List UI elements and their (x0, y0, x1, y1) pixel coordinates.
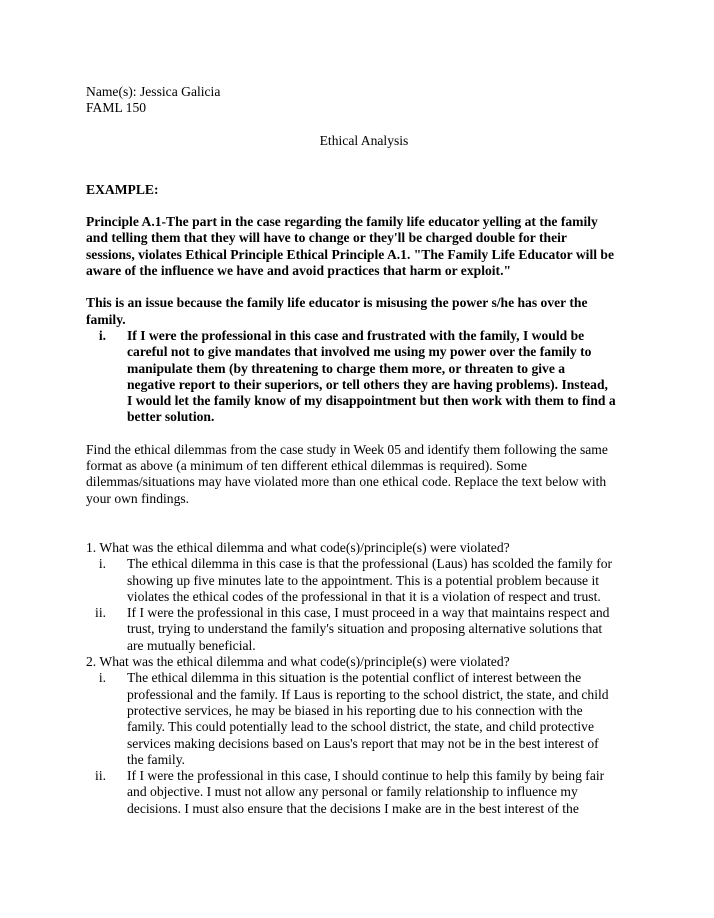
example-item-line: careful not to give mandates that involved me using my power over the family to (127, 344, 592, 360)
example-item-line: If I were the professional in this case and frustrated with the family, I would be (127, 327, 585, 343)
instructions-line: your own findings. (86, 490, 190, 506)
example-issue (86, 295, 642, 328)
instructions-paragraph (86, 442, 642, 507)
question-number: 2. (86, 654, 97, 670)
answer-item (86, 670, 642, 768)
issue-line: family. (86, 311, 126, 327)
principle-line: aware of the influence we have and avoid practices that harm or exploit." (86, 263, 512, 279)
answer-line: professional and the family. If Laus is reporting to the school district, the state, and child (127, 686, 609, 702)
answer-line: the family. (127, 751, 186, 767)
answer-line: protective services, he may be biased in his reporting due to his connection with the (127, 702, 583, 718)
answer-line: services making decisions based on Laus's report that may not be in the best interest of (127, 735, 599, 751)
principle-line: sessions, violates Ethical Principle Ethical Principle A.1. "The Family Life Educator will be (86, 246, 615, 262)
list-marker: i. (98, 670, 106, 686)
list-marker: i. (98, 556, 106, 572)
answer-line: violates the ethical codes of the professional in that it is a violation of respect and trust. (127, 588, 601, 604)
list-marker: ii. (95, 768, 106, 784)
answer-line: trust, trying to understand the family's situation and proposing alternative solutions that (127, 621, 603, 637)
course-line: FAML 150 (86, 100, 147, 116)
example-heading: EXAMPLE: (86, 181, 159, 197)
name-line: Name(s): Jessica Galicia (86, 84, 221, 99)
example-item-line: negative report to their superiors, or tell others they are having problems). Instead, (127, 376, 608, 392)
answer-line: are mutually beneficial. (127, 637, 256, 653)
example-list-item (86, 328, 642, 426)
answer-item (86, 768, 642, 817)
answer-line: showing up five minutes late to the appointment. This is a potential problem because it (127, 572, 600, 588)
answer-line: The ethical dilemma in this situation is the potential conflict of interest between the (127, 670, 582, 686)
issue-line: This is an issue because the family life educator is misusing the power s/he has over the (86, 295, 588, 311)
example-item-line: manipulate them (by threatening to charge them more, or threaten to give a (127, 360, 566, 376)
example-item-line: better solution. (127, 409, 215, 425)
answer-line: If I were the professional in this case, I must proceed in a way that maintains respect and (127, 605, 610, 621)
example-item-line: I would let the family know of my disappointment but then work with them to find a (127, 393, 616, 409)
answer-line: The ethical dilemma in this case is that the professional (Laus) has scolded the family for (127, 556, 613, 572)
document-page (86, 84, 642, 817)
question-heading (86, 540, 642, 556)
answer-line: family. This could potentially lead to the school district, the state, and child protective (127, 719, 594, 735)
question-text: What was the ethical dilemma and what code(s)/principle(s) were violated? (99, 654, 510, 670)
instructions-line: dilemmas/situations may have violated more than one ethical code. Replace the text below with (86, 474, 607, 490)
question-text: What was the ethical dilemma and what code(s)/principle(s) were violated? (99, 539, 510, 555)
answer-item (86, 605, 642, 654)
list-marker: ii. (95, 605, 106, 621)
instructions-line: Find the ethical dilemmas from the case study in Week 05 and identify them following the same (86, 441, 608, 457)
question-heading (86, 654, 642, 670)
example-principle (86, 214, 642, 279)
question-number: 1. (86, 539, 97, 555)
answer-line: decisions. I must also ensure that the decisions I make are in the best interest of the (127, 800, 579, 816)
document-title: Ethical Analysis (319, 132, 409, 148)
answer-line: and objective. I must not allow any personal or family relationship to influence my (127, 784, 578, 800)
question-block-1 (86, 540, 642, 654)
answer-line: If I were the professional in this case, I should continue to help this family by being fair (127, 768, 605, 784)
list-marker: i. (98, 327, 106, 343)
answer-item (86, 556, 642, 605)
question-block-2 (86, 654, 642, 817)
principle-line: Principle A.1-The part in the case regarding the family life educator yelling at the family (86, 214, 598, 230)
instructions-line: format as above (a minimum of ten different ethical dilemmas is required). Some (86, 458, 528, 474)
principle-line: and telling them that they will have to change or they'll be charged double for their (86, 230, 567, 246)
